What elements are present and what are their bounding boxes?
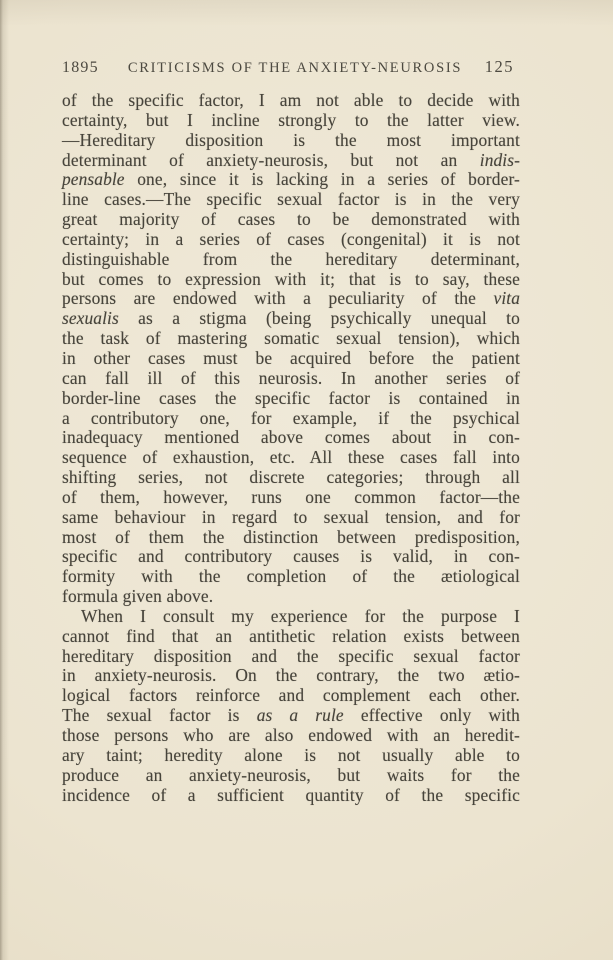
text-line: in anxiety-neurosis. On the contrary, the two ætio- — [62, 665, 520, 686]
text-line: pensable one, since it is lacking in a series of border- — [62, 169, 520, 190]
text-line: ary taint; heredity alone is not usually able to — [62, 744, 520, 765]
page-year: 1895 — [62, 59, 99, 76]
text-line: those persons who are also endowed with an heredit- — [62, 725, 520, 745]
text-line: of the specific factor, I am not able to decide with — [62, 90, 520, 110]
text-line: same behaviour in regard to sexual tension, and for — [62, 506, 520, 527]
text-line: sequence of exhaustion, etc. All these cases fall into — [62, 447, 520, 468]
text-line: great majority of cases to be demonstrated with — [62, 209, 520, 230]
text-line: persons are endowed with a peculiarity of the vita — [62, 288, 520, 309]
text-line: hereditary disposition and the specific sexual factor — [62, 645, 520, 666]
text-line: distinguishable from the hereditary determinant, — [62, 248, 520, 269]
text-line: most of them the distinction between predisposition, — [62, 526, 520, 547]
text-line: a contributory one, for example, if the psychical — [62, 407, 520, 428]
text-line: border-line cases the specific factor is contained in — [62, 387, 520, 408]
running-title: CRITICISMS OF THE ANXIETY-NEUROSIS — [127, 60, 463, 76]
page-text — [62, 91, 520, 805]
text-line: logical factors reinforce and complement each other. — [62, 685, 520, 706]
text-line: but comes to expression with it; that is to say, these — [62, 268, 520, 289]
text-line: determinant of anxiety-neurosis, but not an indis- — [62, 149, 520, 170]
text-line: shifting series, not discrete categories; through all — [62, 467, 520, 488]
text-line: incidence of a sufficient quantity of the specific — [62, 784, 520, 805]
text-line: formity with the completion of the ætiological — [62, 566, 520, 587]
text-line: certainty; in a series of cases (congenital) it is not — [62, 228, 520, 249]
page-number: 125 — [484, 57, 514, 76]
text-line: produce an anxiety-neurosis, but waits for the — [62, 764, 520, 785]
text-line: in other cases must be acquired before the patient — [62, 347, 520, 368]
text-line: sexualis as a stigma (being psychically unequal to — [62, 308, 520, 329]
text-line: of them, however, runs one common factor—the — [62, 486, 520, 507]
text-line: The sexual factor is as a rule effective only with — [62, 705, 520, 726]
text-line: certainty, but I incline strongly to the latter view. — [62, 109, 520, 130]
running-header — [62, 57, 514, 77]
text-line: can fall ill of this neurosis. In another series of — [62, 367, 520, 388]
text-line: line cases.—The specific sexual factor is in the very — [62, 189, 520, 210]
text-line: cannot find that an antithetic relation exists between — [62, 625, 520, 646]
text-line: —Hereditary disposition is the most important — [62, 129, 520, 150]
text-line: the task of mastering somatic sexual tension), which — [62, 328, 520, 349]
text-line: inadequacy mentioned above comes about in con- — [62, 427, 520, 448]
text-line: formula given above. — [62, 586, 214, 607]
text-line: specific and contributory causes is valid, in con- — [62, 546, 520, 567]
text-line: When I consult my experience for the purpose I — [81, 605, 520, 626]
